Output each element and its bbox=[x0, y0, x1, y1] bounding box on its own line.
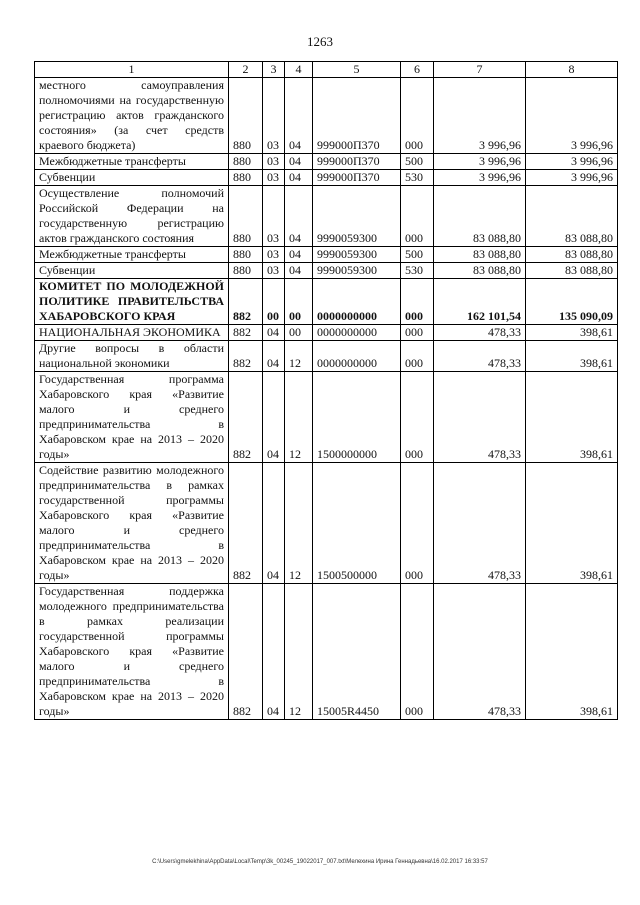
cell-value-8: 398,61 bbox=[526, 325, 618, 341]
table-row bbox=[35, 341, 618, 372]
cell-value-7: 3 996,96 bbox=[434, 78, 526, 154]
budget-table bbox=[34, 61, 618, 720]
row-name: Осуществление полномочий Российской Федерации на государственную регистрацию актов гражданского состояния bbox=[35, 186, 229, 247]
cell-vr: 000 bbox=[401, 325, 434, 341]
cell-csr: 9990059300 bbox=[313, 247, 401, 263]
cell-value-7: 83 088,80 bbox=[434, 263, 526, 279]
cell-pr: 12 bbox=[285, 584, 313, 720]
cell-pr: 04 bbox=[285, 263, 313, 279]
cell-csr: 9990059300 bbox=[313, 263, 401, 279]
cell-csr: 15005R4450 bbox=[313, 584, 401, 720]
cell-rz: 03 bbox=[263, 154, 285, 170]
cell-pr: 04 bbox=[285, 78, 313, 154]
table-row bbox=[35, 170, 618, 186]
row-name: Субвенции bbox=[35, 170, 229, 186]
cell-value-8: 83 088,80 bbox=[526, 263, 618, 279]
cell-gr: 880 bbox=[229, 78, 263, 154]
cell-pr: 04 bbox=[285, 170, 313, 186]
cell-vr: 530 bbox=[401, 263, 434, 279]
cell-pr: 12 bbox=[285, 341, 313, 372]
cell-gr: 880 bbox=[229, 263, 263, 279]
cell-vr: 000 bbox=[401, 186, 434, 247]
cell-gr: 880 bbox=[229, 154, 263, 170]
col-header: 8 bbox=[526, 62, 618, 78]
cell-value-7: 83 088,80 bbox=[434, 186, 526, 247]
row-name: КОМИТЕТ ПО МОЛОДЕЖНОЙ ПОЛИТИКЕ ПРАВИТЕЛЬСТВА ХАБАРОВСКОГО КРАЯ bbox=[35, 279, 229, 325]
cell-pr: 04 bbox=[285, 186, 313, 247]
cell-vr: 000 bbox=[401, 78, 434, 154]
col-header: 7 bbox=[434, 62, 526, 78]
cell-vr: 000 bbox=[401, 372, 434, 463]
cell-vr: 500 bbox=[401, 247, 434, 263]
cell-rz: 03 bbox=[263, 186, 285, 247]
cell-gr: 882 bbox=[229, 325, 263, 341]
cell-value-7: 478,33 bbox=[434, 325, 526, 341]
cell-value-8: 398,61 bbox=[526, 463, 618, 584]
row-name: Государственная программа Хабаровского края «Развитие малого и среднего предпринимательства в Хабаровском крае на 2013 – 2020 годы» bbox=[35, 372, 229, 463]
cell-pr: 12 bbox=[285, 463, 313, 584]
cell-rz: 03 bbox=[263, 263, 285, 279]
cell-csr: 999000П370 bbox=[313, 78, 401, 154]
cell-csr: 1500000000 bbox=[313, 372, 401, 463]
cell-rz: 04 bbox=[263, 463, 285, 584]
cell-value-8: 3 996,96 bbox=[526, 78, 618, 154]
cell-value-7: 478,33 bbox=[434, 372, 526, 463]
table-row bbox=[35, 463, 618, 584]
cell-value-7: 478,33 bbox=[434, 463, 526, 584]
cell-vr: 000 bbox=[401, 341, 434, 372]
cell-gr: 880 bbox=[229, 247, 263, 263]
cell-value-7: 3 996,96 bbox=[434, 154, 526, 170]
cell-csr: 0000000000 bbox=[313, 341, 401, 372]
cell-gr: 882 bbox=[229, 279, 263, 325]
row-name: местного самоуправления полномочиями на государственную регистрацию актов гражданского состояния» (за счет средств краевого бюджета) bbox=[35, 78, 229, 154]
cell-value-7: 83 088,80 bbox=[434, 247, 526, 263]
cell-gr: 880 bbox=[229, 186, 263, 247]
cell-gr: 882 bbox=[229, 372, 263, 463]
header-row bbox=[35, 62, 618, 78]
cell-rz: 03 bbox=[263, 78, 285, 154]
cell-rz: 04 bbox=[263, 341, 285, 372]
cell-rz: 03 bbox=[263, 247, 285, 263]
table-row bbox=[35, 78, 618, 154]
cell-rz: 03 bbox=[263, 170, 285, 186]
row-name: Межбюджетные трансферты bbox=[35, 154, 229, 170]
table-row bbox=[35, 154, 618, 170]
cell-gr: 882 bbox=[229, 584, 263, 720]
cell-csr: 1500500000 bbox=[313, 463, 401, 584]
col-header: 6 bbox=[401, 62, 434, 78]
table-row bbox=[35, 186, 618, 247]
file-path-footer: C:\Users\gmelekhina\AppData\Local\Temp\3k_00245_19022017_007.txt\Мелехина Ирина Геннадьевна\16.02.2017 16:33:57 bbox=[152, 859, 488, 865]
cell-value-8: 83 088,80 bbox=[526, 247, 618, 263]
cell-value-8: 3 996,96 bbox=[526, 154, 618, 170]
cell-pr: 00 bbox=[285, 325, 313, 341]
cell-value-8: 83 088,80 bbox=[526, 186, 618, 247]
cell-pr: 04 bbox=[285, 154, 313, 170]
cell-csr: 0000000000 bbox=[313, 325, 401, 341]
row-name: Межбюджетные трансферты bbox=[35, 247, 229, 263]
table-row bbox=[35, 325, 618, 341]
row-name: НАЦИОНАЛЬНАЯ ЭКОНОМИКА bbox=[35, 325, 229, 341]
cell-csr: 9990059300 bbox=[313, 186, 401, 247]
cell-pr: 00 bbox=[285, 279, 313, 325]
row-name: Государственная поддержка молодежного предпринимательства в рамках реализации государственной программы Хабаровского края «Развитие малого и среднего предпринимательства в Хабаровском крае на 2013 – 2020 годы» bbox=[35, 584, 229, 720]
cell-vr: 000 bbox=[401, 463, 434, 584]
cell-vr: 500 bbox=[401, 154, 434, 170]
cell-vr: 530 bbox=[401, 170, 434, 186]
cell-rz: 04 bbox=[263, 325, 285, 341]
page-number: 1263 bbox=[307, 34, 333, 49]
cell-gr: 880 bbox=[229, 170, 263, 186]
cell-value-8: 398,61 bbox=[526, 372, 618, 463]
cell-csr: 999000П370 bbox=[313, 170, 401, 186]
cell-value-8: 135 090,09 bbox=[526, 279, 618, 325]
table-row bbox=[35, 372, 618, 463]
cell-rz: 00 bbox=[263, 279, 285, 325]
col-header: 2 bbox=[229, 62, 263, 78]
cell-csr: 999000П370 bbox=[313, 154, 401, 170]
table-row bbox=[35, 247, 618, 263]
cell-value-8: 398,61 bbox=[526, 584, 618, 720]
cell-pr: 12 bbox=[285, 372, 313, 463]
cell-value-8: 3 996,96 bbox=[526, 170, 618, 186]
col-header: 5 bbox=[313, 62, 401, 78]
col-header: 3 bbox=[263, 62, 285, 78]
cell-value-7: 3 996,96 bbox=[434, 170, 526, 186]
cell-vr: 000 bbox=[401, 279, 434, 325]
cell-vr: 000 bbox=[401, 584, 434, 720]
row-name: Другие вопросы в области национальной экономики bbox=[35, 341, 229, 372]
table-row bbox=[35, 584, 618, 720]
cell-pr: 04 bbox=[285, 247, 313, 263]
cell-rz: 04 bbox=[263, 372, 285, 463]
cell-value-8: 398,61 bbox=[526, 341, 618, 372]
cell-value-7: 162 101,54 bbox=[434, 279, 526, 325]
table-row bbox=[35, 279, 618, 325]
cell-value-7: 478,33 bbox=[434, 584, 526, 720]
table-row bbox=[35, 263, 618, 279]
cell-gr: 882 bbox=[229, 463, 263, 584]
cell-gr: 882 bbox=[229, 341, 263, 372]
row-name: Субвенции bbox=[35, 263, 229, 279]
row-name: Содействие развитию молодежного предпринимательства в рамках государственной программы Хабаровского края «Развитие малого и среднего предпринимательства в Хабаровском крае на 2013 – 2020 годы» bbox=[35, 463, 229, 584]
cell-rz: 04 bbox=[263, 584, 285, 720]
cell-value-7: 478,33 bbox=[434, 341, 526, 372]
col-header: 1 bbox=[35, 62, 229, 78]
cell-csr: 0000000000 bbox=[313, 279, 401, 325]
col-header: 4 bbox=[285, 62, 313, 78]
